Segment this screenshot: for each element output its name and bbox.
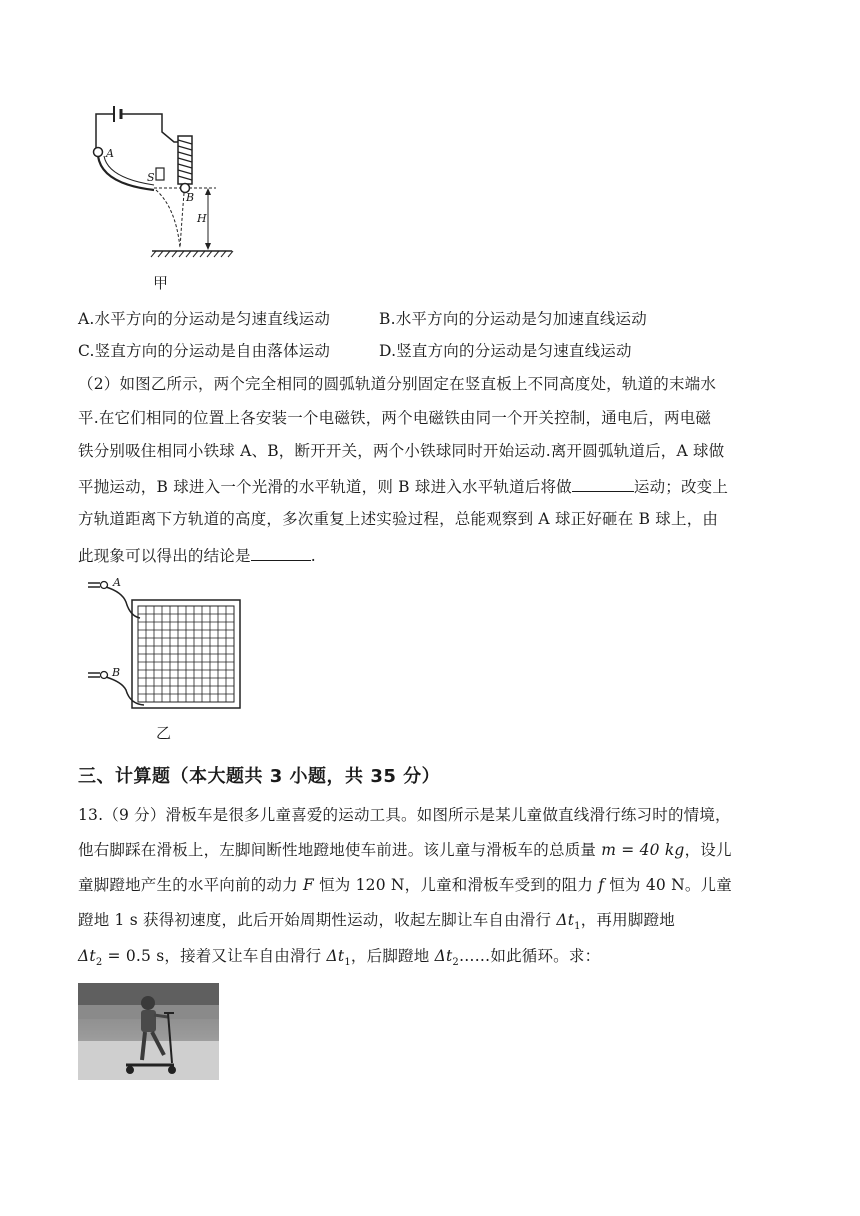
figure-jia-caption: 甲 — [153, 274, 169, 292]
q13-line-3-b: 恒为 120 N，儿童和滑板车受到的阻力 — [319, 876, 594, 894]
part2-line-4 — [78, 475, 728, 497]
q13-line-5-a: ，接着又让车自由滑行 — [164, 947, 322, 965]
trajectory-b — [180, 193, 184, 248]
part2-line-4-pre: 平抛运动，B 球进入一个光滑的水平轨道，则 B 球进入水平轨道后将做 — [78, 478, 572, 496]
part2-line-3: 铁分别吸住相同小铁球 A、B，断开开关，两个小铁球同时开始运动.离开圆弧轨道后，A 球做 — [78, 442, 725, 460]
part2-line-6-post: . — [310, 547, 316, 565]
q13-line-4-post: ，再用脚蹬地 — [580, 911, 675, 929]
section-3-heading: 三、计算题（本大题共 3 小题，共 35 分） — [78, 766, 441, 787]
q13-line-4 — [78, 910, 675, 937]
answer-blank-1[interactable] — [572, 475, 634, 492]
q13-line-5 — [78, 946, 600, 973]
trajectory-a — [156, 190, 180, 248]
child-body — [141, 1010, 156, 1032]
part2-line-2: 平.在它们相同的位置上各安装一个电磁铁，两个电磁铁由同一个开关控制，通电后，两电磁 — [78, 409, 712, 427]
ball-a — [94, 148, 103, 157]
option-b: B.水平方向的分运动是匀加速直线运动 — [379, 310, 647, 328]
q13-line-3-c: 恒为 40 N。儿童 — [609, 876, 732, 894]
switch-s — [156, 168, 164, 180]
curved-track — [98, 156, 154, 190]
q13-dt2-value: = 0.5 s — [102, 947, 165, 965]
part2-line-4-post: 运动；改变上 — [633, 478, 729, 496]
figure-jia-label-s: S — [147, 171, 155, 184]
q13-dt1: $\Delta t_1$ — [556, 911, 581, 933]
q13-var-F: F — [302, 876, 314, 894]
scooter-photo — [78, 983, 219, 1080]
q13-mass: m = 40 kg — [601, 841, 685, 859]
q13-line-1: 13.（9 分）滑板车是很多儿童喜爱的运动工具。如图所示是某儿童做直线滑行练习时的情境， — [78, 806, 731, 824]
figure-jia-label-b: B — [186, 191, 195, 204]
part2-line-6-pre: 此现象可以得出的结论是 — [78, 547, 251, 565]
option-d: D.竖直方向的分运动是匀速直线运动 — [379, 342, 632, 360]
figure-yi-label-b: B — [112, 666, 121, 679]
q13-line-3-a: 童脚蹬地产生的水平向前的动力 — [78, 876, 298, 894]
part2-line-5: 方轨道距离下方轨道的高度，多次重复上述实验过程，总能观察到 A 球正好砸在 B 球上，由 — [78, 510, 719, 528]
q13-dt1-repeat: $\Delta t_1$ — [326, 947, 351, 969]
q13-line-2-pre: 他右脚踩在滑板上，左脚间断性地蹬地使车前进。该儿童与滑板车的总质量 — [78, 841, 597, 859]
q13-line-4-pre: 蹬地 1 s 获得初速度，此后开始周期性运动，收起左脚让车自由滑行 — [78, 911, 552, 929]
q13-dt2-repeat: $\Delta t_2$ — [434, 947, 459, 969]
figure-jia-diagram — [80, 98, 240, 270]
option-c: C.竖直方向的分运动是自由落体运动 — [78, 342, 331, 360]
figure-yi-caption: 乙 — [156, 724, 172, 742]
figure-yi-diagram — [86, 574, 252, 716]
q13-line-3 — [78, 875, 732, 895]
q13-line-2-post: ，设儿 — [684, 841, 732, 859]
figure-yi-label-a: A — [113, 576, 121, 589]
q13-dt2: $\Delta t_2$ — [78, 947, 103, 969]
q13-line-5-c: ……如此循环。求： — [458, 947, 601, 965]
q13-line-2 — [78, 840, 732, 860]
child-head — [141, 996, 155, 1010]
q13-var-f: f — [598, 876, 605, 894]
option-a: A.水平方向的分运动是匀速直线运动 — [78, 310, 331, 328]
part2-line-1: （2）如图乙所示，两个完全相同的圆弧轨道分别固定在竖直板上不同高度处，轨道的末端水 — [78, 375, 717, 393]
q13-line-5-b: ，后脚蹬地 — [350, 947, 430, 965]
figure-jia-label-h: H — [197, 212, 207, 225]
answer-blank-2[interactable] — [251, 544, 311, 561]
part2-line-6 — [78, 544, 316, 566]
figure-jia-label-a: A — [106, 147, 114, 160]
